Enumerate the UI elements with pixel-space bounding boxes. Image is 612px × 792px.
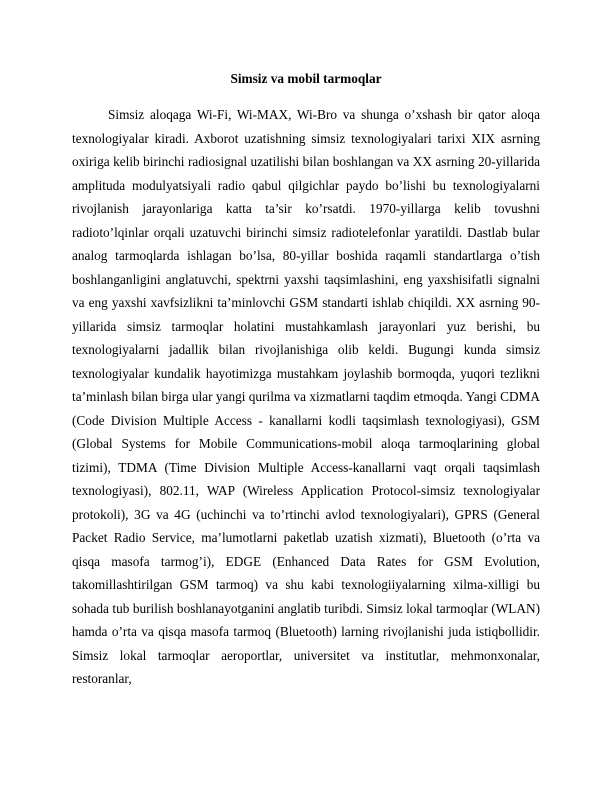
document-title: Simsiz va mobil tarmoqlar bbox=[230, 71, 382, 86]
body-paragraph: Simsiz aloqaga Wi-Fi, Wi-MAX, Wi-Bro va shunga o’xshash bir qator aloqa texnologiyalar kiradi. Axborot uzatishning simsiz texnologiyalari tarixi XIX asrning oxiriga kelib birinchi radiosignal uzatilishi bilan boshlangan va XX asrning 20-yillarida amplituda modulyatsiyali radio qabul qilgichlar paydo bo’lishi bu texnologiyalarni rivojlanish jarayonlariga katta ta’sir ko’rsatdi. 1970-yillarga kelib tovushni radioto’lqinlar orqali uzatuvchi birinchi simsiz radiotelefonlar yaratildi. Dastlab bular analog tarmoqlarda ishlagan bo’lsa, 80-yillar boshida raqamli standartlarga o’tish boshlanganligini anglatuvchi, spektrni yaxshi taqsimlashini, eng yaxshisifatli signalni va eng yaxshi xavfsizlikni ta’minlovchi GSM standarti ishlab chiqildi. XX asrning 90-yillarida simsiz tarmoqlar holatini mustahkamlash jarayonlari yuz berishi, bu texnologiyalarni jadallik bilan rivojlanishiga olib keldi. Bugungi kunda simsiz texnologiyalar kundalik hayotimizga mustahkam joylashib bormoqda, yuqori tezlikni ta’minlash bilan birga ular yangi qurilma va xizmatlarni taqdim etmoqda. Yangi CDMA (Code Division Multiple Access - kanallarni kodli taqsimlash texnologiyasi), GSM (Global Systems for Mobile Communications-mobil aloqa tarmoqlarining global tizimi), TDMA (Time Division Multiple Access-kanallarni vaqt orqali taqsimlash texnologiyasi), 802.11, WAP (Wireless Application Protocol-simsiz texnologiyalar protokoli), 3G va 4G (uchinchi va to’rtinchi avlod texnologiyalari), GPRS (General Packet Radio Service, ma’lumotlarni paketlab uzatish xizmati), Bluetooth (o’rta va qisqa masofa tarmog’i), EDGE (Enhanced Data Rates for GSM Evolution, takomillashtirilgan GSM tarmoq) va shu kabi texnologiiyalarning xilma-xilligi bu sohada tub burilish boshlanayotganini anglatib turibdi. Simsiz lokal tarmoqlar (WLAN) hamda o’rta va qisqa masofa tarmoq (Bluetooth) larning rivojlanishi juda istiqbollidir. Simsiz lokal tarmoqlar aeroportlar, universitet va institutlar, mehmonxonalar, restoranlar, bbox=[72, 107, 540, 686]
